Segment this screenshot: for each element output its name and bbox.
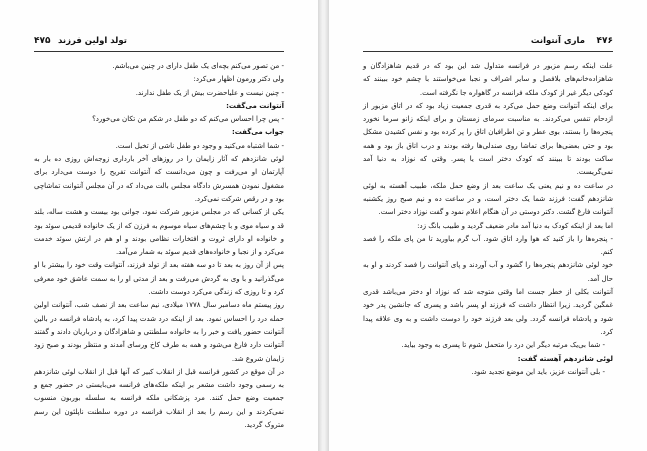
paragraph: لوئی شانزدهم آهسته گفت: <box>517 354 613 363</box>
right-page-number: ۴۷۶ <box>596 36 613 46</box>
paragraph: - بلی آنتوانت عزیز، باید این موضع تجدید شود. <box>471 367 605 376</box>
paragraph: - چنین نیست و علیاحضرت بیش از یک طفل ندارند. <box>135 88 284 97</box>
right-page-header <box>363 36 613 52</box>
left-page-body <box>34 60 284 432</box>
paragraph: - پس چرا احساس می‌کنم که دو طفل در شکم من تکان می‌خورد؟ <box>92 115 284 124</box>
paragraph: یکی از کسانی که در مجلس مزبور شرکت نمود، جوانی بود بیست و هشت ساله، بلند قد و سیاه موی و با چشم‌های سیاه موسوم به فرزن که از یک خانواده قدیمی سوئد بود و خانواده او دارای ثروت و افتخارات نظامی بودند و او هم در ارتش سوئد خدمت می‌کرد و از نجبا و خانواده‌های قدیم سوئد به شمار می‌آمد. <box>34 208 284 257</box>
paragraph: لوئی شانزدهم که آثار زایمان را در روزهای آخر بارداری زوجه‌اش روزی ده بار به آپارتمان او می‌رفت و چون می‌دانست که آنتوانت تفریح را دوست می‌دارد برای مشغول نمودن همسرش دادگاه مجلس بالت می‌داد که در آن مجلس آنتوانت تماشاچی بود و در رقص شرکت نمی‌کرد. <box>34 155 284 203</box>
paragraph: آنتوانت می‌گفت: <box>226 101 284 110</box>
paragraph: در آن موقع در کشور فرانسه قبل از انقلاب کبیر که آنها قبل از انقلاب لوئی شانزدهم به رسمی وجود داشت مشعر بر اینکه ملکه‌های فرانسه می‌بایستی در حضور جمع و جمعیت وضع حمل کنند. مرد پزشکانی ملکه فرانسه به سلسله بوربون منسوب نمی‌کردند و این رسم را بعد از انقلاب فرانسه در دوره سلطنت ناپلئون این رسم متروک گردید. <box>34 367 284 430</box>
book-gutter <box>318 0 329 451</box>
right-page <box>329 0 647 451</box>
left-page <box>0 0 318 451</box>
paragraph: روز پیستم ماه دسامبر سال ۱۷۷۸ میلادی، نیم ساعت بعد از نصف شب، آنتوانت اولین حمله درد را احساس نمود. بعد از اینکه درد شدت پیدا کرد، به پادشاه فرانسه در بالین آنتوانت حضور یافت و خبر را به خانواده سلطنتی و شاهزادگان و درباریان دادند و گفتند آنتوانت دارد فارغ می‌شود و همه به طرف کاخ ورسای آمدند و منتظر بودند و صبح زود زایمان شروع شد. <box>34 301 284 363</box>
header-rule <box>363 51 613 52</box>
paragraph: در ساعت ده و نیم یعنی یک ساعت بعد از وضع حمل ملکه، طبیب آهسته به لوئی شانزدهم گفت: فرزند شما یک دختر است، و در ساعت ده و نیم صبح روز یکشنبه آنتوانت فارغ گشت. دکتر دوستی در آن هنگام اعلام نمود و گفت نوزاد دختر است. <box>363 181 613 217</box>
paragraph: برای اینکه آنتوانت وضع حمل می‌کرد به قدری جمعیت زیاد بود که در اتاق مزبور از ازدحام تنفس می‌کردند. به مناسبت سرمای زمستان و برای اینکه زانو سرما نخورد پنجره‌ها را بستند، بوی عطر و تن اطرافیان اتاق را پر کرده بود و نفس کشیدن مشکل بود و حتی بعضی‌ها برای تماشا روی صندلی‌ها رفته بودند و درب اتاق باز بود و همه ساکت بودند تا ببینند که کودک دختر است یا پسر. وقتی که نوزاد به دنیا آمد نمی‌گریست. <box>363 101 613 177</box>
paragraph: - پنجره‌ها را باز کنید که هوا وارد اتاق شود. آب گرم بیاورید تا من پای ملکه را فصد کنم. <box>363 234 613 257</box>
paragraph: پس از آن روز به بعد تا دو سه هفته بعد از تولد فرزند، آنتوانت وقت خود را بیشتر با او می‌گذرانید و با وی به گردش می‌رفت و بعد از مدتی او را به سمت عاشق خود معرفی کرد و تا روزی که زندگی می‌کرد دوست داشت. <box>34 261 284 297</box>
right-running-title: ماری آنتوانت <box>530 36 585 46</box>
paragraph: - شما اشتباه می‌کنید و وجود دو طفل ناشی از تخیل است. <box>115 141 284 150</box>
paragraph: خود لوئی شانزدهم پنجره‌ها را گشود و آب آوردند و پای آنتوانت را فصد کردند و او به حال آمد. <box>363 261 613 283</box>
left-page-number: ۴۷۵ <box>34 36 51 46</box>
header-rule <box>34 51 284 52</box>
paragraph: ولی دکتر ورمون اظهار می‌کرد: <box>193 75 284 84</box>
left-running-title: تولد اولین فرزند <box>58 36 127 46</box>
paragraph: جواب می‌گفت: <box>231 128 284 137</box>
paragraph: - شما بی‌یک مرتبه دیگر این درد را متحمل شوم تا پسری به وجود بیاید. <box>401 341 605 350</box>
paragraph: اما بعد از اینکه کودک به دنیا آمد مادر ضعیف گردید و طبیب بانگ زد: <box>417 221 613 230</box>
paragraph: آنتوانت بکلی از خطر جست اما وقتی متوجه شد که نوزاد او دختر می‌باشد قدری غمگین گردید. زیرا انتظار داشت که فرزند او پسر باشد و پسری که جانشین پدر خود شود و پادشاه فرانسه گردد. ولی بعد فرزند خود را دوست داشت و به وی علاقه پیدا کرد. <box>363 288 613 336</box>
paragraph: - من تصور می‌کنم بچه‌ای یک طفل دارای در چنین می‌باشم. <box>112 62 284 70</box>
paragraph: علت اینکه رسم مزبور در فرانسه متداول شد این بود که در قدیم شاهزادگان و شاهزاده‌خانم‌های بلافصل و سایر اشراف و نجبا می‌خواستند با چشم خود ببینند که کودکی دیگر غیر از کودک ملکه فرانسه در گاهواره جا نگرفته است. <box>363 62 613 97</box>
left-page-header <box>34 36 284 52</box>
right-page-body <box>363 60 613 379</box>
